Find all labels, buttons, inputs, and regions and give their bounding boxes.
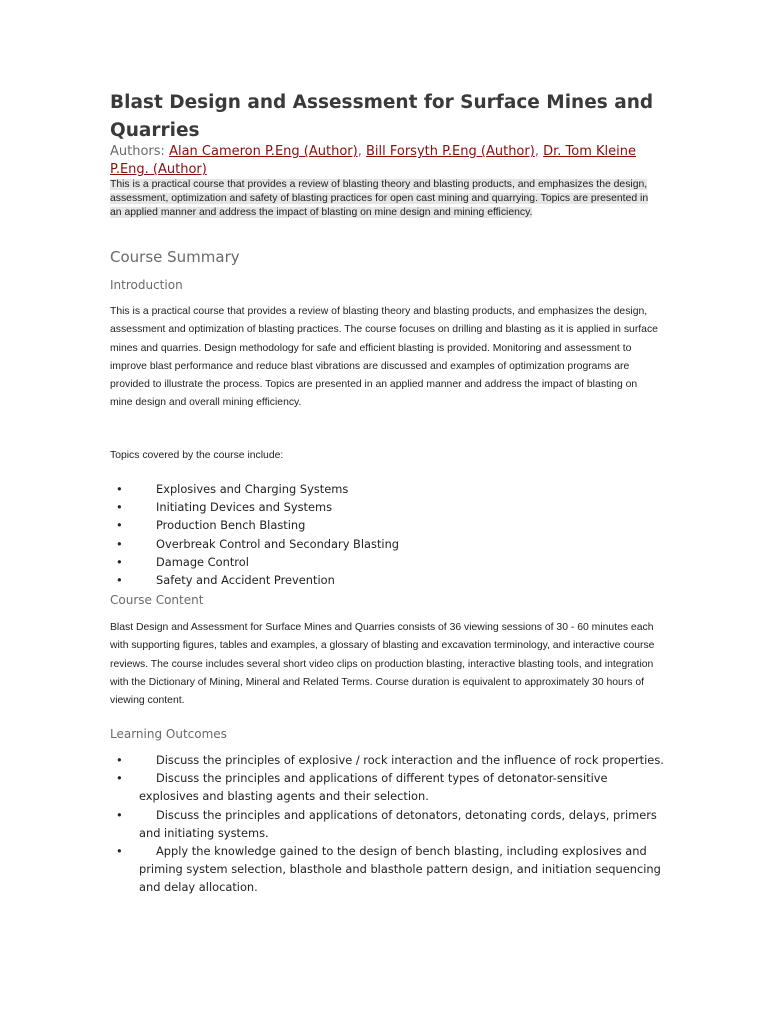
- author-link-alan-cameron[interactable]: Alan Cameron P.Eng (Author): [169, 144, 358, 159]
- topic-text: Initiating Devices and Systems: [156, 500, 333, 515]
- author-separator: ,: [534, 144, 544, 159]
- outcome-text: Discuss the principles and applications of different types of detonator-sensitive explosives and blasting agents and their selection.: [139, 771, 608, 804]
- topic-text: Safety and Accident Prevention: [156, 573, 335, 588]
- list-item: [110, 516, 670, 534]
- bullet-icon: •: [116, 573, 123, 588]
- topics-list: [110, 480, 670, 589]
- introduction-paragraph: This is a practical course that provides a review of blasting theory and blasting products, and emphasizes the design, assessment and optimization of blasting practices. The course focuses on drilling and blasting as it is applied in surface mines and quarries. Design methodology for safe and efficient blasting is provided. Monitoring and assessment to improve blast performance and reduce blast vibrations are discussed and examples of optimization programs are provided to illustrate the process. Topics are presented in an applied manner and address the impact of blasting on mine design and overall mining efficiency.: [110, 306, 658, 409]
- page-title: Blast Design and Assessment for Surface Mines and Quarries: [110, 92, 654, 141]
- topics-intro-text: Topics covered by the course include:: [110, 450, 284, 461]
- bullet-icon: •: [116, 771, 123, 786]
- author-link-bill-forsyth[interactable]: Bill Forsyth P.Eng (Author): [365, 144, 535, 159]
- authors-line: [110, 143, 670, 179]
- abstract-text: This is a practical course that provides a review of blasting theory and blasting products, and emphasizes the design, assessment, optimization and safety of blasting practices for open cast mining and quarrying. Topics are presented in an applied manner and address the impact of blasting on mine design and mining efficiency.: [110, 179, 649, 218]
- authors-prefix: Authors:: [110, 144, 170, 159]
- list-item: [110, 806, 666, 842]
- bullet-icon: •: [116, 500, 123, 515]
- list-item: [110, 751, 666, 769]
- topic-text: Production Bench Blasting: [156, 518, 306, 533]
- learning-outcomes-heading: Learning Outcomes: [110, 727, 227, 741]
- list-item: [110, 842, 666, 897]
- list-item: [110, 480, 670, 498]
- list-item: [110, 769, 666, 805]
- bullet-icon: •: [116, 518, 123, 533]
- list-item: [110, 553, 670, 571]
- abstract-block: [110, 178, 658, 219]
- learning-outcomes-list: [110, 751, 666, 897]
- bullet-icon: •: [116, 536, 123, 551]
- outcome-text: Discuss the principles of explosive / rock interaction and the influence of rock properties.: [156, 753, 664, 767]
- outcome-text: Apply the knowledge gained to the design of bench blasting, including explosives and priming system selection, blasthole and blasthole pattern design, and initiation sequencing and delay allocation.: [139, 844, 661, 895]
- course-summary-heading: Course Summary: [110, 248, 240, 266]
- list-item: [110, 498, 670, 516]
- bullet-icon: •: [116, 554, 123, 569]
- topic-text: Damage Control: [156, 554, 249, 569]
- list-item: [110, 571, 670, 589]
- introduction-heading: Introduction: [110, 278, 183, 292]
- outcome-text: Discuss the principles and applications of detonators, detonating cords, delays, primers and initiating systems.: [139, 807, 657, 840]
- bullet-icon: •: [116, 844, 123, 859]
- bullet-icon: •: [116, 807, 123, 822]
- author-separator: ,: [357, 144, 366, 159]
- author-link-tom-kleine[interactable]: Dr. Tom Kleine P.Eng. (Author): [110, 144, 636, 177]
- course-content-heading: Course Content: [110, 593, 204, 607]
- topic-text: Overbreak Control and Secondary Blasting: [156, 536, 400, 551]
- course-content-paragraph: Blast Design and Assessment for Surface Mines and Quarries consists of 36 viewing sessions of 30 - 60 minutes each with supporting figures, tables and examples, a glossary of blasting and excavation terminology, and interactive course reviews. The course includes several short video clips on production blasting, interactive blasting tools, and integration with the Dictionary of Mining, Mineral and Related Terms. Course duration is equivalent to approximately 30 hours of viewing content.: [110, 622, 655, 707]
- list-item: [110, 535, 670, 553]
- topic-text: Explosives and Charging Systems: [156, 482, 349, 496]
- bullet-icon: •: [116, 482, 123, 496]
- bullet-icon: •: [116, 753, 123, 767]
